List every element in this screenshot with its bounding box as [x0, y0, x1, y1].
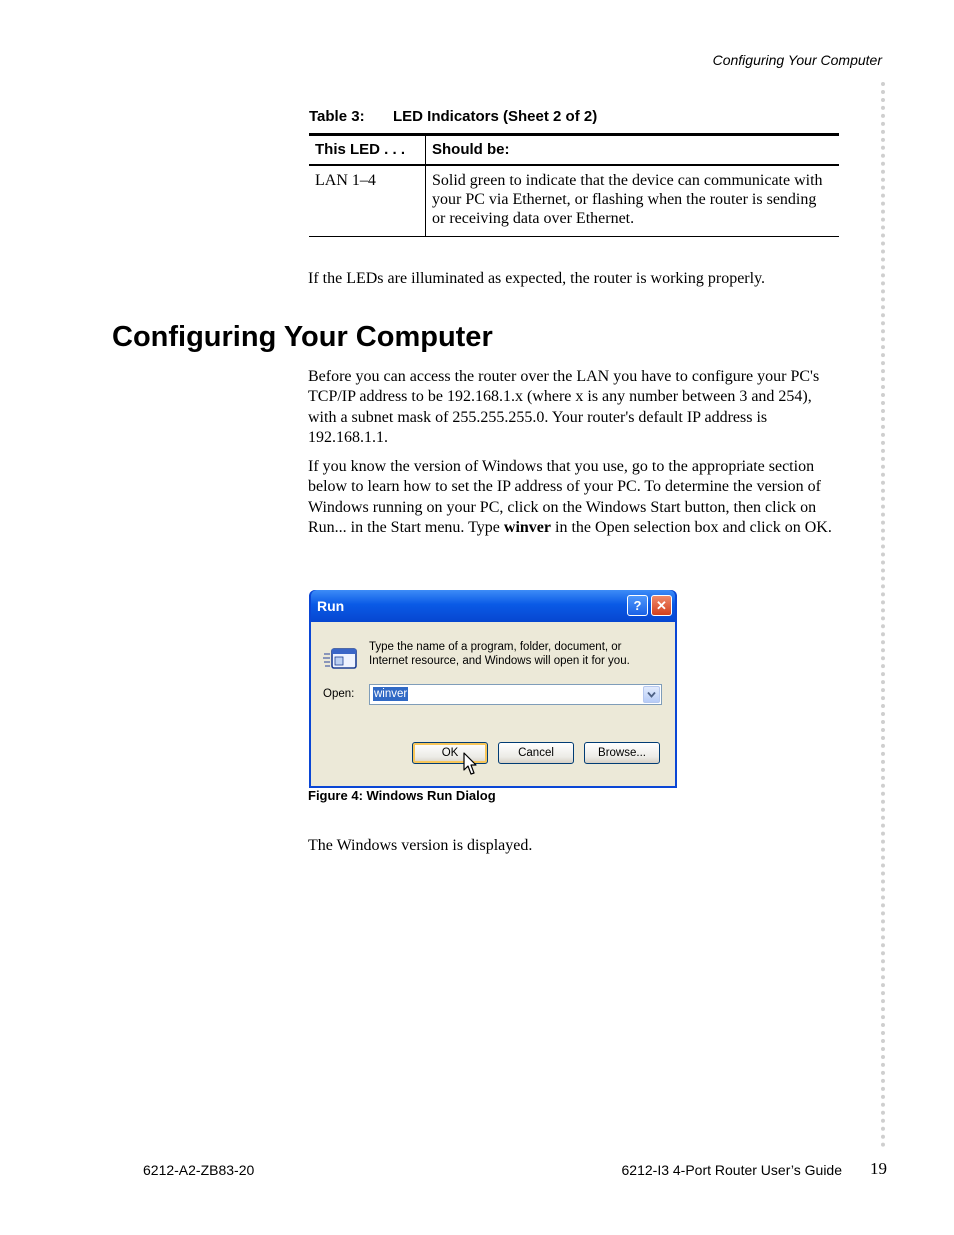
chevron-down-icon — [647, 691, 656, 699]
help-button[interactable]: ? — [627, 595, 648, 616]
winver-paragraph — [308, 457, 844, 538]
table-cell-led: LAN 1–4 — [309, 165, 426, 237]
winver-command: winver — [503, 518, 552, 536]
figure-caption: Figure 4: Windows Run Dialog — [308, 788, 496, 803]
led-note-paragraph: If the LEDs are illuminated as expected, the router is working properly. — [308, 270, 766, 287]
open-label: Open: — [323, 688, 355, 700]
page-edge-rule — [881, 82, 885, 1148]
browse-button[interactable]: Browse... — [584, 742, 660, 764]
running-header: Configuring Your Computer — [712, 52, 882, 68]
led-indicator-table — [309, 133, 839, 237]
dialog-title: Run — [317, 598, 345, 614]
winver-paragraph-end: in the Open selection box and click on OK. — [551, 518, 832, 536]
column-header-should-be: Should be: — [426, 135, 840, 166]
table-cell-description: Solid green to indicate that the device can communicate with your PC via Ethernet, or flashing when the router is sending or receiving data over Ethernet. — [426, 165, 840, 237]
footer-guide-title: 6212-I3 4-Port Router User’s Guide — [621, 1162, 842, 1178]
dropdown-button[interactable] — [643, 686, 660, 703]
table-caption-title: LED Indicators (Sheet 2 of 2) — [393, 108, 598, 125]
cancel-button[interactable]: Cancel — [498, 742, 574, 764]
dialog-titlebar — [311, 590, 675, 622]
open-combobox[interactable] — [369, 684, 662, 705]
table-header-row — [309, 135, 839, 166]
section-title: Configuring Your Computer — [112, 321, 493, 353]
run-program-icon — [323, 646, 359, 677]
column-header-led: This LED . . . — [309, 135, 426, 166]
table-row — [309, 165, 839, 237]
footer-doc-number: 6212-A2-ZB83-20 — [143, 1162, 255, 1178]
ok-button[interactable]: OK — [412, 742, 488, 764]
run-dialog-screenshot — [309, 590, 677, 788]
version-displayed-paragraph: The Windows version is displayed. — [308, 837, 533, 854]
table-caption — [309, 108, 597, 125]
table-caption-number: Table 3: — [309, 108, 365, 125]
close-button[interactable]: ✕ — [651, 595, 672, 616]
mouse-pointer-icon — [463, 752, 477, 781]
page-number: 19 — [870, 1159, 887, 1178]
ip-config-paragraph: Before you can access the router over the LAN you have to configure your PC's TCP/IP address to be 192.168.1.x (where x is any number between 3 and 254), with a subnet mask of 255.255.255.0. Your router's default IP address is 192.168.1.1. — [308, 368, 820, 446]
winver-paragraph-start: If you know the version of Windows that you use, go to the appropriate section below to learn how to set the IP address of your PC. To determine the version of Windows running on your PC, click on the Windows Start button, then click on Run... in the Start menu. Type — [308, 458, 821, 536]
open-input-value[interactable]: winver — [374, 688, 408, 700]
dialog-client-area — [311, 622, 675, 786]
dialog-description: Type the name of a program, folder, document, or Internet resource, and Windows will open it for you. — [369, 641, 630, 667]
